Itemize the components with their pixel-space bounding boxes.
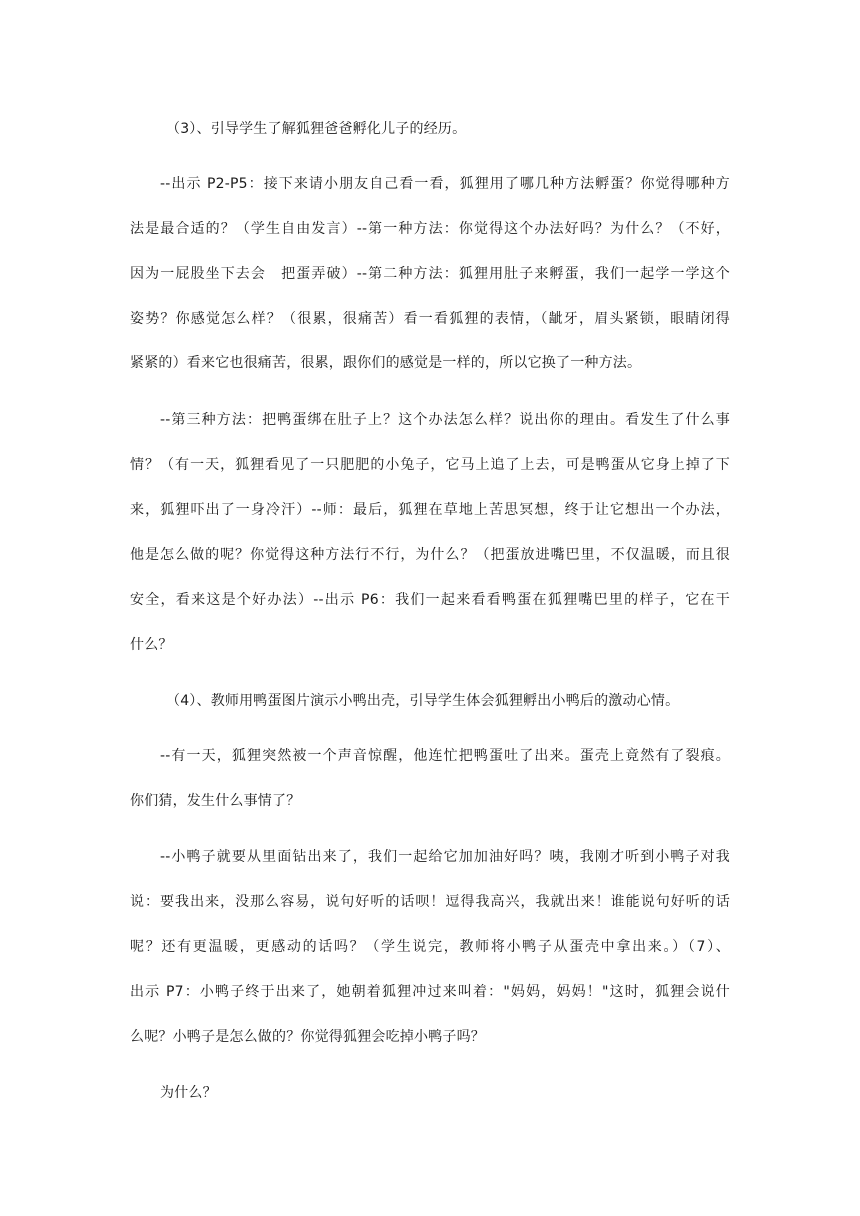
paragraph-line: 么呢？小鸭子是怎么做的？你觉得狐狸会吃掉小鸭子吗？ <box>130 1029 485 1045</box>
paragraph-line: 呢？还有更温暖，更感动的话吗？（学生说完，教师将小鸭子从蛋壳中拿出来。）（7）、 <box>130 939 730 955</box>
paragraph-line: 法是最合适的？（学生自由发言）--第一种方法：你觉得这个办法好吗？为什么？（不好， <box>130 221 730 237</box>
paragraph-line: 来，狐狸吓出了一身冷汗）--师：最后，狐狸在草地上苦思冥想，终于让它想出一个办法， <box>130 502 730 518</box>
paragraph-line: --有一天，狐狸突然被一个声音惊醒，他连忙把鸭蛋吐了出来。蛋壳上竟然有了裂痕。 <box>160 748 730 764</box>
paragraph-line: --出示 P2-P5：接下来请小朋友自己看一看，狐狸用了哪几种方法孵蛋？你觉得哪种方 <box>160 176 730 192</box>
paragraph-line: 安全，看来这是个好办法）--出示 P6：我们一起来看看鸭蛋在狐狸嘴巴里的样子，它在干 <box>130 592 730 608</box>
paragraph-line: 紧紧的）看来它也很痛苦，很累，跟你们的感觉是一样的，所以它换了一种方法。 <box>130 355 642 371</box>
paragraph-line: 情？（有一天，狐狸看见了一只肥肥的小兔子，它马上追了上去，可是鸭蛋从它身上掉了下 <box>130 457 730 473</box>
paragraph-line: 为什么？ <box>160 1085 217 1101</box>
paragraph-line: --小鸭子就要从里面钻出来了，我们一起给它加加油好吗？咦，我刚才听到小鸭子对我 <box>160 849 730 865</box>
paragraph-line: 说：要我出来，没那么容易，说句好听的话呗！逗得我高兴，我就出来！谁能说句好听的话 <box>130 894 730 910</box>
section-heading-4: （4）、教师用鸭蛋图片演示小鸭出壳，引导学生体会狐狸孵出小鸭后的激动心情。 <box>166 693 680 709</box>
paragraph-line: 他是怎么做的呢？你觉得这种方法行不行，为什么？（把蛋放进嘴巴里，不仅温暖，而且很 <box>130 547 730 563</box>
section-heading-3: （3）、引导学生了解狐狸爸爸孵化儿子的经历。 <box>166 121 467 137</box>
paragraph-line: 姿势？你感觉怎么样？（很累，很痛苦）看一看狐狸的表情，（龇牙，眉头紧锁，眼睛闭得 <box>130 311 730 327</box>
paragraph-line: --第三种方法：把鸭蛋绑在肚子上？这个办法怎么样？说出你的理由。看发生了什么事 <box>160 412 730 428</box>
paragraph-line: 什么？ <box>130 637 173 653</box>
paragraph-line: 出示 P7：小鸭子终于出来了，她朝着狐狸冲过来叫着："妈妈，妈妈！"这时，狐狸会说什 <box>130 984 730 1000</box>
paragraph-line: 你们猜，发生什么事情了？ <box>130 793 301 809</box>
paragraph-line: 因为一屁股坐下去会 把蛋弄破）--第二种方法：狐狸用肚子来孵蛋，我们一起学一学这个 <box>130 266 730 282</box>
